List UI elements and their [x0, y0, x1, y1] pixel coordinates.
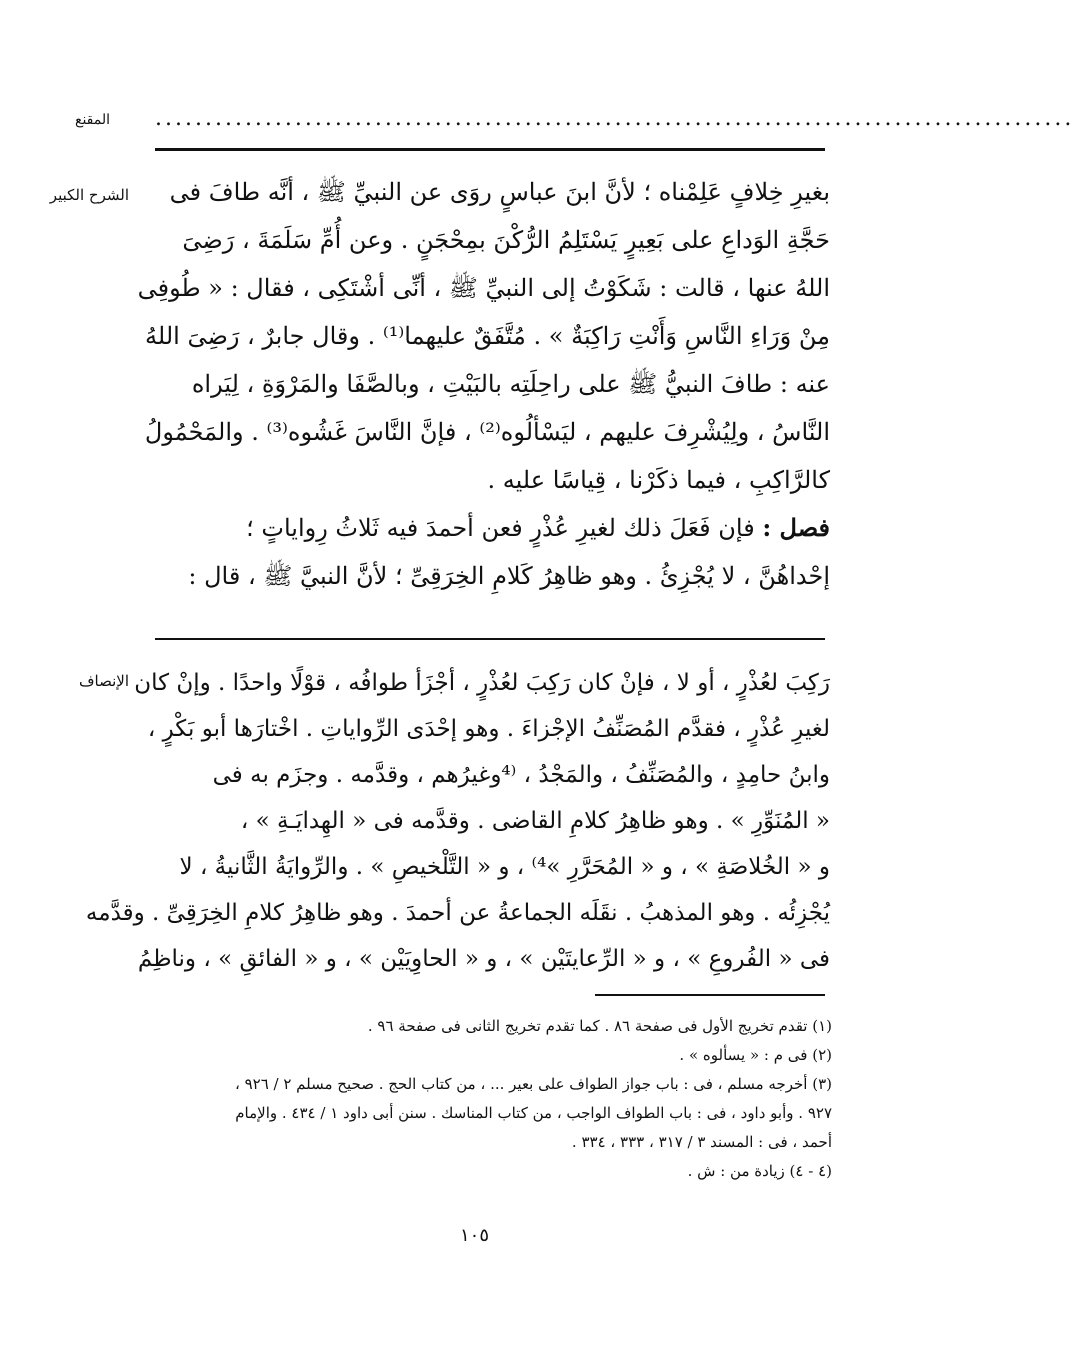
footnote: (٤ - ٤) زيادة من : ش . [687, 1162, 832, 1180]
footnotes [160, 1012, 832, 1186]
text-line: اللهُ عنها ، قالت : شَكَوْتُ إلى النبيِّ ﷺ ، أنِّى أشْتَكِى ، فقال : « طُوفِى [137, 274, 830, 302]
text-line: فى « الفُروعِ » ، و « الرِّعايتَيْن » ، و « الحاوِيَيْن » ، و « الفائقِ » ، وناظِمُ [137, 946, 830, 972]
section-label-insaf: الإنصاف [78, 672, 129, 690]
text-line: رَكِبَ لعُذْرٍ ، أو لا ، فإنْ كان رَكِبَ لعُذْرٍ ، أجْزَأ طوافُه ، قوْلًا واحدًا . وإنْ كان [134, 670, 830, 696]
text-line: النَّاسُ ، ولِيُشْرِفَ عليهم ، ليَسْألُوه⁽²⁾ ، فإنَّ النَّاسَ غَشُوه⁽³⁾ . والمَحْمُولُ [144, 418, 830, 446]
text-line: بغيرِ خِلافٍ عَلِمْناه ؛ لأنَّ ابنَ عباسٍ روَى عن النبيِّ ﷺ ، أنَّه طافَ فى [169, 178, 830, 206]
text-line: حَجَّةِ الوَداعِ على بَعِيرٍ يَسْتَلِمُ الرُّكْنَ بمِحْجَنٍ . وعن أُمِّ سَلَمَةَ ، رَضِىَ [182, 226, 830, 254]
fasl-heading: فصل : [762, 513, 830, 542]
text-line: « المُنَوِّرِ » . وهو ظاهِرُ كلامِ القاضى . وقدَّمه فى « الهِدايَـةِ » ، [240, 808, 830, 834]
running-head-title: المقنع [75, 112, 111, 128]
header-dotted-leader: ............................................................................................ [155, 106, 1074, 131]
footnote: (١) تقدم تخريج الأول فى صفحة ٨٦ . كما تقدم تخريج الثانى فى صفحة ٩٦ . [367, 1017, 832, 1035]
footnote-rule [595, 994, 825, 996]
text-line: مِنْ وَرَاءِ النَّاسِ وَأَنْتِ رَاكِبَةٌ » . مُتَّفَقٌ عليهما⁽¹⁾ . وقال جابرٌ ، رَضِىَ اللهُ [145, 322, 830, 350]
text-line: إحْداهُنَّ ، لا يُجْزِئُ . وهو ظاهِرُ كَلامِ الخِرَقِىِّ ؛ لأنَّ النبيَّ ﷺ ، قال : [188, 562, 830, 590]
text-line: وابنُ حامِدٍ ، والمُصَنِّفُ ، والمَجْدُ ، ⁽⁴وغيرُهم ، وقدَّمه . وجزَم به فى [212, 762, 830, 788]
text-line: و « الخُلاصَةِ » ، و « المُحَرَّرِ »⁴⁾ ، و « التَّلْخيصِ » . والرِّوايَةُ الثَّانيةُ ، لا [179, 854, 830, 880]
footnote: ٩٢٧ . وأبو داود ، فى : باب الطواف الواجب ، من كتاب المناسك . سنن أبى داود ١ / ٤٣٤ . والإمام [235, 1104, 832, 1122]
section-divider [155, 638, 825, 640]
footnote: أحمد ، فى : المسند ٣ / ٣١٧ ، ٣٣٣ ، ٣٣٤ . [571, 1133, 832, 1151]
text-line: كالرَّاكِبِ ، فيما ذكَرْنا ، قِياسًا عليه . [487, 466, 830, 494]
footnote: (٢) فى م : « يسألوه » . [679, 1046, 832, 1064]
section-label-sharh: الشرح الكبير [49, 186, 129, 204]
footnote: (٣) أخرجه مسلم ، فى : باب جواز الطواف على بعير ... ، من كتاب الحج . صحيح مسلم ٢ / ٩٢٦ ، [234, 1075, 832, 1093]
sharh-text-block [137, 168, 830, 600]
header-rule [155, 148, 825, 151]
fasl-line [155, 504, 830, 552]
text-line: لغيرِ عُذْرٍ ، فقدَّم المُصَنِّفُ الإجْزاءَ . وهو إحْدَى الرِّواياتِ . اخْتارَها أبو بَكْرٍ ، [147, 716, 830, 742]
text-line: يُجْزِئُه . وهو المذهبُ . نقَلَه الجماعةُ عن أحمدَ . وهو ظاهِرُ كلامِ الخِرَقِىِّ . وقدَّمه [85, 900, 830, 926]
fasl-text: فإن فَعَلَ ذلك لغيرِ عُذْرٍ فعن أحمدَ فيه ثَلاثُ رِواياتٍ ؛ [246, 514, 755, 542]
page-number: ١٠٥ [459, 1225, 489, 1246]
text-line: عنه : طافَ النبيُّ ﷺ على راحِلَتِه بالبَيْتِ ، وبالصَّفَا والمَرْوَةِ ، لِيَراه [191, 370, 830, 398]
